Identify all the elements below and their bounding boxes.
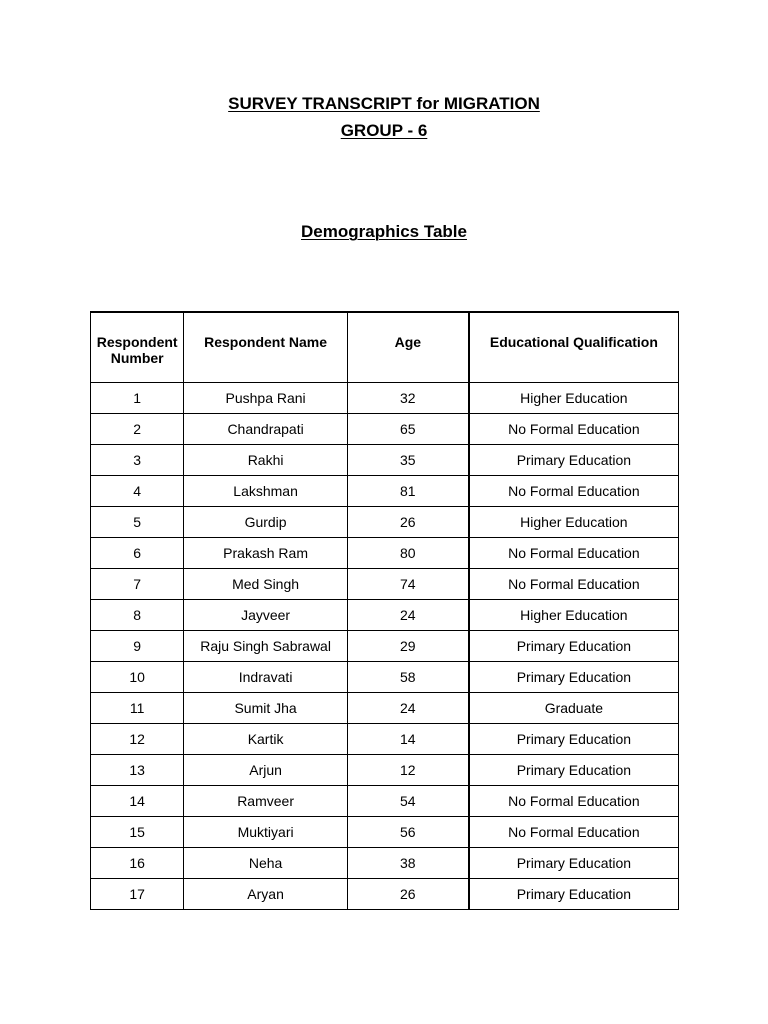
cell-respondent-number: 9 <box>91 630 184 661</box>
cell-respondent-number: 1 <box>91 382 184 413</box>
cell-respondent-name: Neha <box>184 847 348 878</box>
header-respondent-number-line2: Number <box>110 350 164 366</box>
cell-educational-qualification: Primary Education <box>469 878 679 909</box>
cell-respondent-name: Sumit Jha <box>184 692 348 723</box>
cell-educational-qualification: Primary Education <box>469 661 679 692</box>
cell-respondent-name: Arjun <box>184 754 348 785</box>
cell-respondent-name: Aryan <box>184 878 348 909</box>
table-row <box>91 382 679 413</box>
table-row <box>91 568 679 599</box>
cell-age: 26 <box>347 878 468 909</box>
cell-age: 80 <box>347 537 468 568</box>
cell-educational-qualification: Higher Education <box>469 382 679 413</box>
cell-educational-qualification: Primary Education <box>469 847 679 878</box>
demographics-table <box>90 311 679 910</box>
cell-respondent-number: 7 <box>91 568 184 599</box>
cell-respondent-name: Chandrapati <box>184 413 348 444</box>
cell-respondent-name: Gurdip <box>184 506 348 537</box>
cell-age: 38 <box>347 847 468 878</box>
cell-educational-qualification: No Formal Education <box>469 475 679 506</box>
cell-educational-qualification: Higher Education <box>469 599 679 630</box>
table-row <box>91 661 679 692</box>
cell-educational-qualification: No Formal Education <box>469 413 679 444</box>
cell-age: 12 <box>347 754 468 785</box>
cell-respondent-number: 5 <box>91 506 184 537</box>
cell-respondent-number: 11 <box>91 692 184 723</box>
cell-educational-qualification: Graduate <box>469 692 679 723</box>
cell-age: 29 <box>347 630 468 661</box>
table-row <box>91 599 679 630</box>
cell-respondent-name: Rakhi <box>184 444 348 475</box>
cell-educational-qualification: Primary Education <box>469 723 679 754</box>
table-row <box>91 723 679 754</box>
table-row <box>91 847 679 878</box>
cell-respondent-number: 10 <box>91 661 184 692</box>
cell-respondent-number: 13 <box>91 754 184 785</box>
cell-respondent-name: Prakash Ram <box>184 537 348 568</box>
cell-respondent-number: 8 <box>91 599 184 630</box>
header-respondent-number <box>91 312 184 382</box>
cell-respondent-name: Muktiyari <box>184 816 348 847</box>
table-row <box>91 413 679 444</box>
table-row <box>91 444 679 475</box>
cell-respondent-name: Kartik <box>184 723 348 754</box>
table-title <box>0 222 768 242</box>
table-row <box>91 475 679 506</box>
cell-respondent-name: Med Singh <box>184 568 348 599</box>
header-age: Age <box>347 312 468 382</box>
header-respondent-name: Respondent Name <box>184 312 348 382</box>
cell-educational-qualification: No Formal Education <box>469 568 679 599</box>
cell-respondent-name: Raju Singh Sabrawal <box>184 630 348 661</box>
cell-respondent-number: 3 <box>91 444 184 475</box>
cell-respondent-name: Jayveer <box>184 599 348 630</box>
cell-educational-qualification: Primary Education <box>469 754 679 785</box>
cell-age: 74 <box>347 568 468 599</box>
group-label <box>0 121 768 141</box>
header-respondent-number-line1: Respondent <box>96 334 178 350</box>
cell-age: 24 <box>347 692 468 723</box>
table-row <box>91 692 679 723</box>
cell-respondent-number: 4 <box>91 475 184 506</box>
table-row <box>91 878 679 909</box>
cell-age: 14 <box>347 723 468 754</box>
cell-respondent-name: Pushpa Rani <box>184 382 348 413</box>
cell-educational-qualification: No Formal Education <box>469 537 679 568</box>
table-title-text: Demographics Table <box>301 222 467 241</box>
cell-age: 54 <box>347 785 468 816</box>
cell-respondent-name: Lakshman <box>184 475 348 506</box>
table-row <box>91 537 679 568</box>
table-row <box>91 816 679 847</box>
document-title-text: SURVEY TRANSCRIPT for MIGRATION <box>228 94 540 113</box>
cell-respondent-name: Ramveer <box>184 785 348 816</box>
cell-age: 81 <box>347 475 468 506</box>
cell-educational-qualification: Primary Education <box>469 630 679 661</box>
cell-respondent-number: 15 <box>91 816 184 847</box>
cell-age: 24 <box>347 599 468 630</box>
cell-educational-qualification: No Formal Education <box>469 816 679 847</box>
cell-respondent-number: 12 <box>91 723 184 754</box>
header-educational-qualification: Educational Qualification <box>469 312 679 382</box>
cell-age: 35 <box>347 444 468 475</box>
table-body <box>91 382 679 909</box>
cell-respondent-name: Indravati <box>184 661 348 692</box>
group-label-text: GROUP - 6 <box>340 121 428 140</box>
table-row <box>91 785 679 816</box>
table-row <box>91 630 679 661</box>
table-row <box>91 506 679 537</box>
cell-respondent-number: 16 <box>91 847 184 878</box>
cell-age: 58 <box>347 661 468 692</box>
table-row <box>91 754 679 785</box>
cell-respondent-number: 14 <box>91 785 184 816</box>
cell-educational-qualification: No Formal Education <box>469 785 679 816</box>
cell-age: 26 <box>347 506 468 537</box>
cell-age: 65 <box>347 413 468 444</box>
cell-respondent-number: 6 <box>91 537 184 568</box>
cell-educational-qualification: Primary Education <box>469 444 679 475</box>
cell-age: 56 <box>347 816 468 847</box>
document-title <box>0 94 768 114</box>
cell-respondent-number: 17 <box>91 878 184 909</box>
cell-respondent-number: 2 <box>91 413 184 444</box>
cell-educational-qualification: Higher Education <box>469 506 679 537</box>
cell-age: 32 <box>347 382 468 413</box>
table-header-row <box>91 312 679 382</box>
